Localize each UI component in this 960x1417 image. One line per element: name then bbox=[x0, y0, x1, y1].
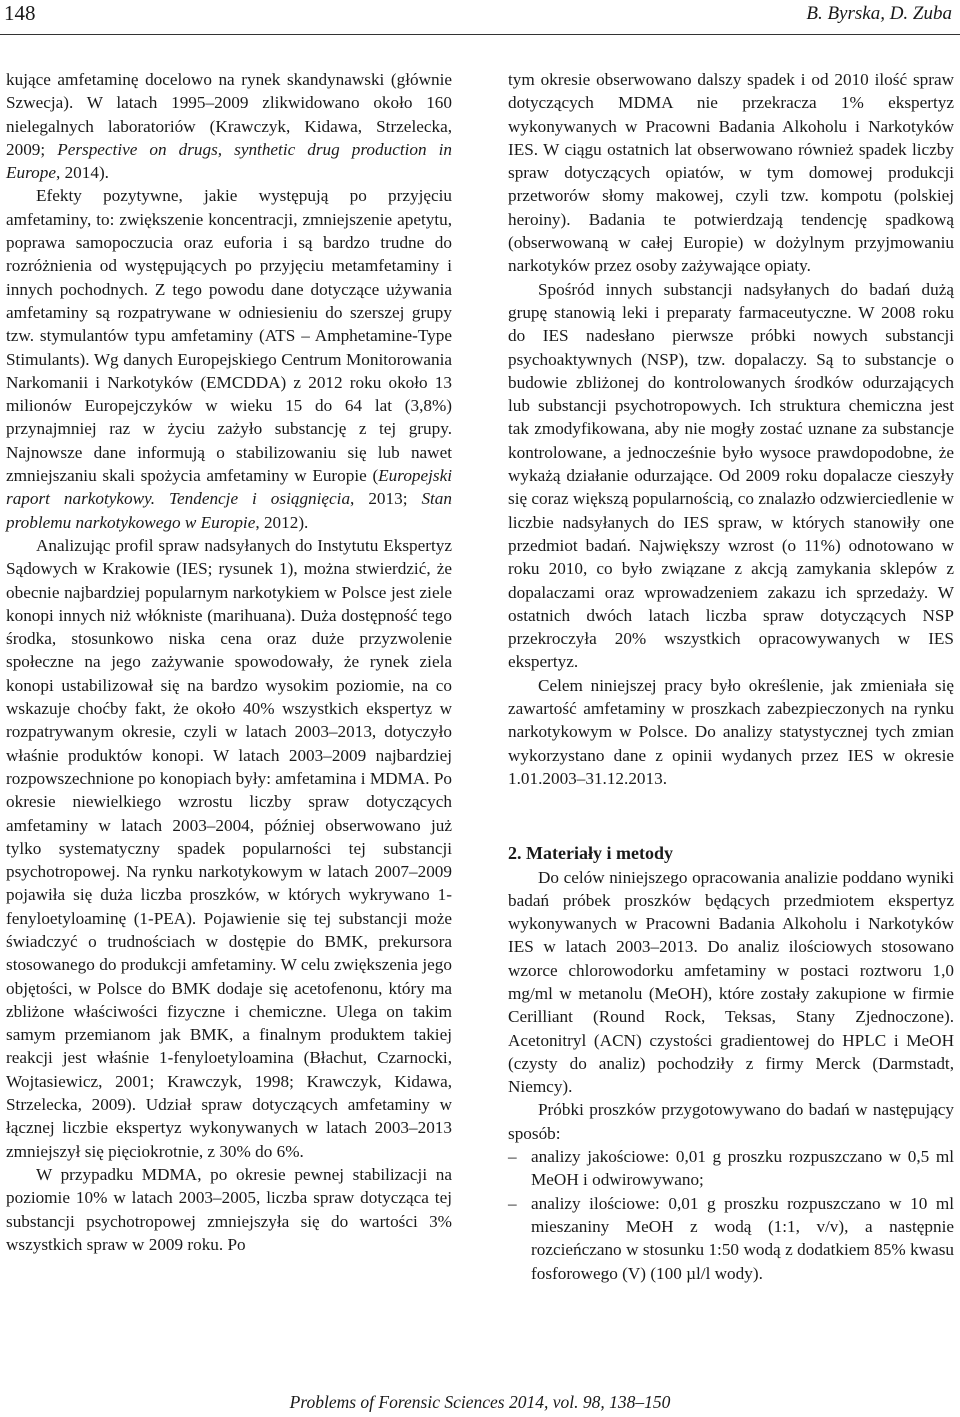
page-number: 148 bbox=[4, 1, 36, 25]
paragraph: kujące amfetaminę docelowo na rynek skandynawski (głównie Szwecja). W latach 1995–2009 zlikwidowano około 160 nielegalnych laboratoriów (Krawczyk, Kidawa, Strzelecka, 2009; Perspective on drugs, synthetic drug production in Europe, 2014). bbox=[6, 70, 452, 183]
list-dash: – bbox=[508, 1147, 517, 1167]
paragraph: Do celów niniejszego opracowania analizie poddano wyniki badań próbek proszków będących przedmiotem ekspertyz wykonywanych w Pracowni Badania Alkoholu i Narkotyków IES w latach 2003–2013. Do analiz ilościowych stosowano wzorce chlorowodorku amfetaminy w postaci roztworu 1,0 mg/ml w metanolu (MeOH), które zostały zakupione w firmie Cerilliant (Round Rock, Teksas, Stany Zjednoczone). Acetonitryl (ACN) czystości gradientowej do HPLC i MeOH (czysty do analiz) pochodziły z firmy Merck (Darmstadt, Niemcy). bbox=[508, 867, 954, 1097]
page-footer-citation: Problems of Forensic Sciences 2014, vol. 98, 138–150 bbox=[289, 1392, 671, 1412]
page-header bbox=[0, 0, 960, 35]
paragraph: W przypadku MDMA, po okresie pewnej stabilizacji na poziomie 10% w latach 2003–2005, liczba spraw dotycząca tej substancji psychotropowej zmniejszyła się do wartości 3% wszystkich spraw w 2009 roku. Po bbox=[6, 1164, 452, 1254]
preparation-list bbox=[508, 1145, 954, 1285]
paragraph: Próbki proszków przygotowywano do badań w następujący sposób: bbox=[508, 1100, 954, 1143]
paragraph: Spośród innych substancji nadsyłanych do badań dużą grupę stanowią leki i preparaty farmaceutyczne. W 2008 roku do IES nadesłano pierwsze próbki nowych substancji psychoaktywnych (NSP), tzw. dopalaczy. Są to substancje o budowie zbliżonej do kontrolowanych środków odurzających lub substancji psychotropowych. Ich struktura chemiczna jest tak zmodyfikowana, aby nie mogły zostać uznane za substancje kontrolowane, a jednocześnie było wysoce prawdopodobne, że wykażą działanie odurzające. Od 2009 roku dopalacze cieszyły się coraz większą popularnością, co znalazło odzwierciedlenie w liczbie nadsyłanych do IES spraw, w których stanowiły one przedmiot badań. Największy wzrost (o 11%) odnotowano w roku 2010, co było związane z akcją zamykania sklepów z dopalaczami oraz wprowadzeniem zakazu ich sprzedaży. W ostatnich dwóch latach liczba spraw dotyczących NSP przekroczyła 20% wszystkich opracowywanych w IES ekspertyz. bbox=[508, 279, 954, 672]
paragraph: Analizując profil spraw nadsyłanych do Instytutu Ekspertyz Sądowych w Krakowie (IES; rysunek 1), można stwierdzić, że obecnie najbardziej popularnym narkotykiem w Polsce jest ziele konopi innych niż włókniste (marihuana). Duża dostępność tego środka, stosunkowo niska cena oraz duże przyzwolenie społeczne na jego zażywanie spowodowały, że rynek ziela konopi ustabilizował się na bardzo wysokim poziomie, na co wskazuje choćby fakt, że około 40% wszystkich ekspertyz w rozpatrywanym okresie, czyli w latach 2003–2013, dotyczyło właśnie produktów konopi. W latach 2003–2009 najbardziej rozpowszechnione po konopiach były: amfetamina i MDMA. Po okresie niewielkiego wzrostu liczby spraw dotyczących amfetaminy w latach 2003–2004, później obserwowano już tylko systematyczny spadek popularności tej substancji psychotropowej. Na rynku narkotykowym w latach 2007–2009 pojawiła się duża liczba proszków, w których wykrywano 1-fenyloetyloaminę (1-PEA). Pojawienie się tej substancji może świadczyć o trudnościach w dostępie do BMK, prekursora stosowanego do produkcji amfetaminy. W celu zwiększenia jego objętości, w Polsce do BMK dodaje się acetofenonu, który ma zbliżone właściwości fizyczne i chemiczne. Ulega on takim samym przemianom jak BMK, a finalnym produktem takiej reakcji jest właśnie 1-fenyloetyloamina (Błachut, Czarnocki, Wojtasiewicz, 2001; Krawczyk, 1998; Krawczyk, Kidawa, Strzelecka, 2009). Udział spraw dotyczących amfetaminy w łącznej liczbie ekspertyz wykonywanych w latach 2003–2013 zmniejszył się pięciokrotnie, z 30% do 6%. bbox=[6, 535, 452, 1161]
list-item: – analizy jakościowe: 0,01 g proszku rozpuszczano w 0,5 ml MeOH i odwirowywano; bbox=[508, 1147, 954, 1190]
paragraph: Celem niniejszej pracy było określenie, jak zmieniała się zawartość amfetaminy w proszkach zabezpieczonych na rynku narkotykowym w Polsce. Do analizy statystycznej tych zmian wykorzystano dane z opinii wydanych przez IES w okresie 1.01.2003–31.12.2013. bbox=[508, 675, 954, 788]
running-head-authors: B. Byrska, D. Zuba bbox=[806, 3, 952, 24]
list-dash: – bbox=[508, 1193, 517, 1213]
paragraph: tym okresie obserwowano dalszy spadek i od 2010 ilość spraw dotyczących MDMA nie przekracza 1% ekspertyz wykonywanych w Pracowni Badania Alkoholu i Narkotyków IES. W ciągu ostatnich lat obserwowano również spadek liczby spraw dotyczących opiatów, w tym domowej produkcji przetworów słomy makowej, czyli tzw. kompotu (polskiej heroiny). Badania te potwierdzają tendencję spadkową (obserwowaną w całej Europie) w dożylnym przyjmowaniu narkotyków przez osoby zażywające opiaty. bbox=[508, 70, 954, 276]
left-column bbox=[6, 68, 452, 1256]
section-spacer bbox=[508, 790, 954, 842]
section-heading: 2. Materiały i metody bbox=[508, 843, 673, 864]
paragraph: Efekty pozytywne, jakie występują po przyjęciu amfetaminy, to: zwiększenie koncentracji, zmniejszenie apetytu, poprawa samopoczucia oraz euforia i są bardzo trudne do rozróżnienia od występujących po przyjęciu metamfetaminy i innych pochodnych. Z tego powodu dane dotyczące używania amfetaminy są rozpatrywane w odniesieniu do szerszej grupy tzw. stymulantów typu amfetaminy (ATS – Amphetamine-Type Stimulants). Wg danych Europejskiego Centrum Monitorowania Narkomanii i Narkotyków (EMCDDA) z 2012 roku około 13 milionów Europejczyków w wieku 15 do 64 lat (3,8%) przynajmniej raz w życiu zażyło substancję z tej grupy. Najnowsze dane informują o stabilizowaniu się lub nawet zmniejszaniu skali spożycia amfetaminy w Europie (Europejski raport narkotykowy. Tendencje i osiągnięcia, 2013; Stan problemu narkotykowego w Europie, 2012). bbox=[6, 186, 452, 532]
right-column bbox=[508, 68, 954, 1285]
list-item: – analizy ilościowe: 0,01 g proszku rozpuszczano w 10 ml mieszaniny MeOH z wodą (1:1, v/v), a następnie rozcieńczano w stosunku 1:50 wodą z dodatkiem 85% kwasu fosforowego (V) (100 µl/l wody). bbox=[508, 1193, 954, 1283]
